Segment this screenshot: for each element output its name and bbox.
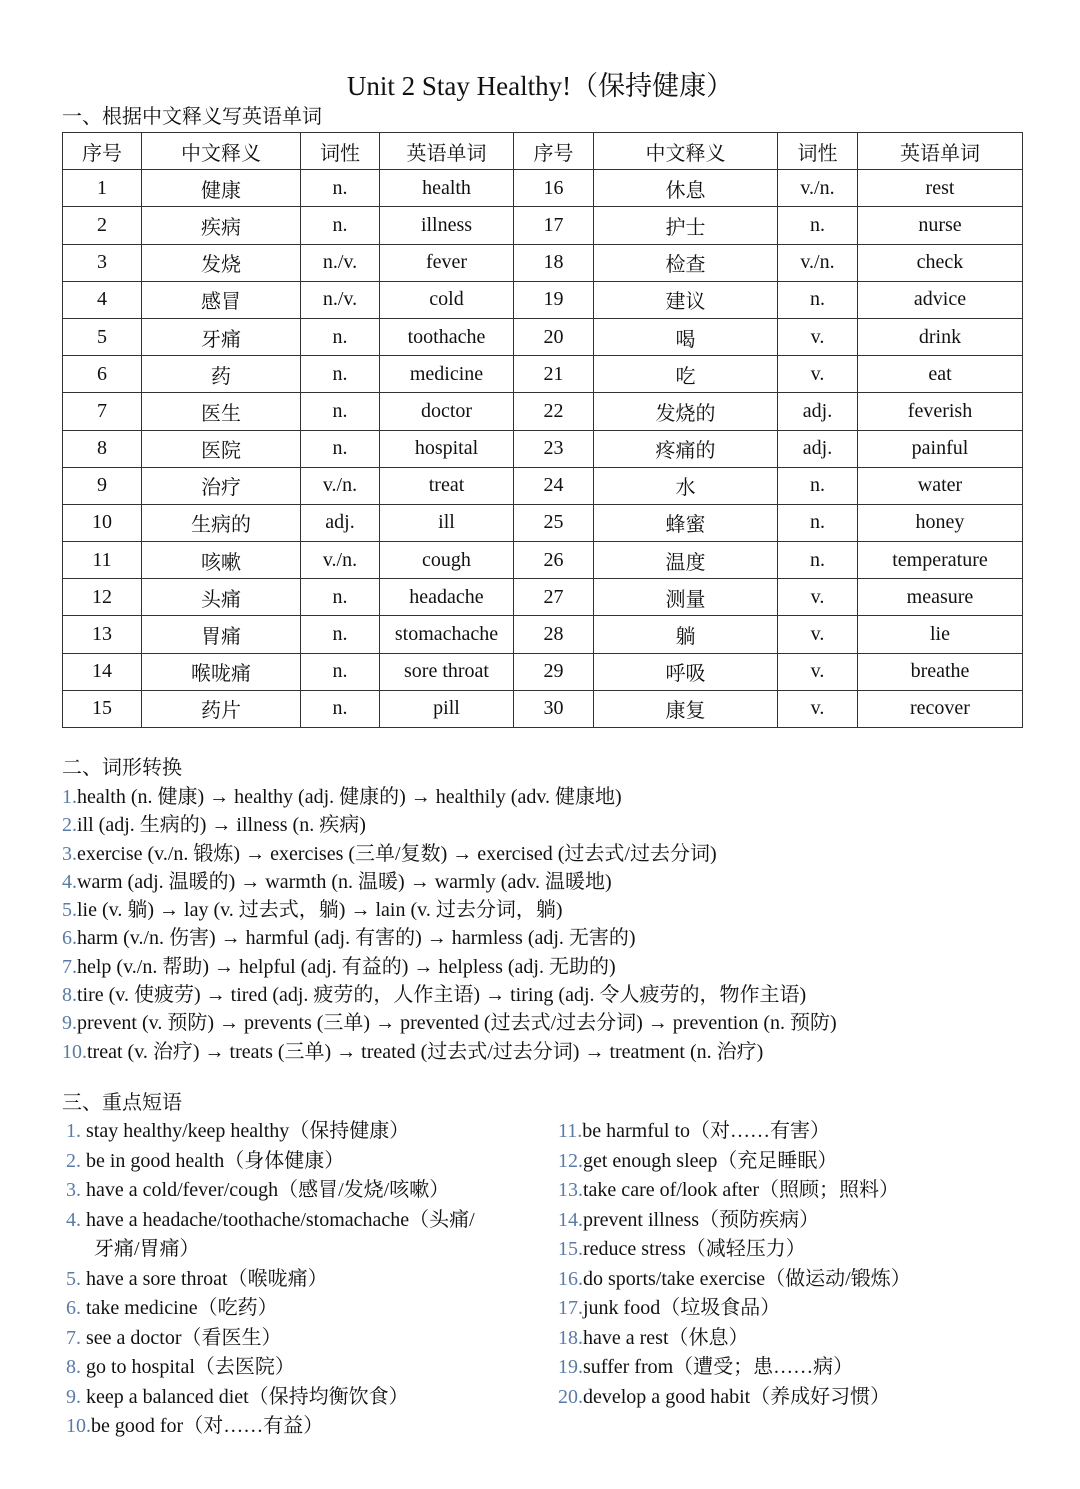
list-item (62, 868, 1052, 896)
item-number: 6. (66, 1297, 81, 1319)
cell-chinese: 治疗 (142, 467, 301, 504)
table-row (63, 430, 1023, 467)
cell-pos: n./v. (301, 281, 380, 318)
cell-chinese: 头痛 (142, 579, 301, 616)
list-item (66, 1265, 536, 1295)
cell-index: 11 (63, 542, 142, 579)
cell-chinese: 吃 (594, 356, 778, 393)
cell-index: 3 (63, 244, 142, 281)
item-text: see a doctor（看医生） (81, 1326, 282, 1349)
cell-pos: n. (301, 207, 380, 244)
cell-chinese: 躺 (594, 616, 778, 653)
cell-english: cold (380, 281, 514, 318)
list-item (62, 1009, 1052, 1037)
cell-chinese: 休息 (594, 170, 778, 207)
table-row (63, 504, 1023, 541)
item-text: exercise (v./n. 锻炼) → exercises (三单/复数) → exercised (过去式/过去分词) (77, 842, 717, 865)
cell-index: 8 (63, 430, 142, 467)
cell-index: 15 (63, 690, 142, 727)
cell-chinese: 疾病 (142, 207, 301, 244)
list-item (62, 896, 1052, 924)
item-number: 9. (66, 1385, 81, 1408)
item-number: 16. (558, 1267, 583, 1290)
cell-english: feverish (858, 393, 1023, 430)
cell-pos: n. (301, 690, 380, 727)
item-number: 5. (62, 899, 77, 922)
header-english: 英语单词 (858, 133, 1023, 170)
list-item (558, 1235, 1038, 1265)
cell-english: water (858, 467, 1023, 504)
header-index: 序号 (63, 133, 142, 170)
list-item (558, 1265, 1038, 1295)
item-number: 11. (558, 1120, 583, 1142)
cell-pos: n. (301, 430, 380, 467)
cell-pos: n. (778, 281, 858, 318)
list-item (66, 1176, 536, 1206)
item-text: develop a good habit（养成好习惯） (583, 1385, 891, 1408)
item-text: take medicine（吃药） (81, 1297, 278, 1319)
cell-pos: v. (778, 318, 858, 355)
list-item (558, 1294, 1038, 1324)
cell-pos: n. (301, 318, 380, 355)
cell-english: hospital (380, 430, 514, 467)
item-text: lie (v. 躺) → lay (v. 过去式，躺) → lain (v. 过去分词，躺) (77, 899, 563, 922)
cell-english: doctor (380, 393, 514, 430)
section-2-heading: 二、词形转换 (62, 757, 182, 779)
table-row (63, 467, 1023, 504)
table-row (63, 281, 1023, 318)
list-item (66, 1206, 536, 1236)
item-text: warm (adj. 温暖的) → warmth (n. 温暖) → warmly (adv. 温暖地) (77, 870, 612, 893)
cell-index: 1 (63, 170, 142, 207)
cell-english: toothache (380, 318, 514, 355)
item-number: 10. (66, 1415, 91, 1437)
list-item (66, 1117, 536, 1147)
cell-pos: n. (301, 393, 380, 430)
cell-pos: adj. (778, 430, 858, 467)
cell-english: health (380, 170, 514, 207)
cell-index: 28 (514, 616, 594, 653)
item-text: go to hospital（去医院） (81, 1356, 295, 1378)
item-text: have a cold/fever/cough（感冒/发烧/咳嗽） (81, 1179, 450, 1201)
table-row (63, 542, 1023, 579)
item-text: have a sore throat（喉咙痛） (81, 1267, 328, 1290)
item-number: 20. (558, 1385, 583, 1408)
cell-pos: n. (301, 579, 380, 616)
cell-index: 29 (514, 653, 594, 690)
cell-pos: n./v. (301, 244, 380, 281)
header-english: 英语单词 (380, 133, 514, 170)
cell-pos: n. (301, 653, 380, 690)
cell-english: measure (858, 579, 1023, 616)
table-row (63, 653, 1023, 690)
list-item (558, 1206, 1038, 1236)
cell-english: recover (858, 690, 1023, 727)
table-row (63, 579, 1023, 616)
cell-index: 23 (514, 430, 594, 467)
cell-index: 2 (63, 207, 142, 244)
item-number: 13. (558, 1179, 583, 1201)
cell-index: 12 (63, 579, 142, 616)
item-number: 6. (62, 927, 77, 950)
cell-pos: v./n. (301, 542, 380, 579)
table-row (63, 616, 1023, 653)
cell-english: stomachache (380, 616, 514, 653)
cell-english: headache (380, 579, 514, 616)
item-text: treat (v. 治疗) → treats (三单) → treated (过去式/过去分词) → treatment (n. 治疗) (87, 1040, 764, 1063)
list-item (558, 1117, 1038, 1147)
cell-pos: v. (778, 616, 858, 653)
cell-pos: v./n. (778, 170, 858, 207)
item-number: 9. (62, 1012, 77, 1035)
list-item (62, 1038, 1052, 1066)
cell-index: 26 (514, 542, 594, 579)
table-row (63, 207, 1023, 244)
list-item (558, 1353, 1038, 1383)
item-text: stay healthy/keep healthy（保持健康） (81, 1120, 410, 1142)
table-row (63, 170, 1023, 207)
section-1-heading: 一、根据中文释义写英语单词 (62, 106, 322, 128)
cell-pos: n. (778, 542, 858, 579)
header-chinese: 中文释义 (142, 133, 301, 170)
cell-index: 24 (514, 467, 594, 504)
cell-pos: adj. (301, 504, 380, 541)
phrase-list-left (66, 1117, 536, 1442)
cell-english: eat (858, 356, 1023, 393)
list-item (62, 953, 1052, 981)
table-row (63, 393, 1023, 430)
list-item (62, 924, 1052, 952)
cell-index: 7 (63, 393, 142, 430)
item-number: 1. (66, 1120, 81, 1142)
list-item (62, 783, 1052, 811)
item-number: 12. (558, 1149, 583, 1172)
cell-pos: v. (778, 653, 858, 690)
cell-english: lie (858, 616, 1023, 653)
item-text: suffer from（遭受；患……病） (583, 1356, 854, 1378)
page-title: Unit 2 Stay Healthy!（保持健康） (346, 71, 734, 101)
item-number: 19. (558, 1356, 583, 1378)
cell-english: rest (858, 170, 1023, 207)
cell-chinese: 生病的 (142, 504, 301, 541)
cell-index: 16 (514, 170, 594, 207)
cell-pos: n. (301, 356, 380, 393)
cell-index: 19 (514, 281, 594, 318)
cell-pos: v. (778, 356, 858, 393)
cell-chinese: 呼吸 (594, 653, 778, 690)
item-text: have a headache/toothache/stomachache（头痛/ (81, 1208, 475, 1231)
cell-chinese: 药片 (142, 690, 301, 727)
list-item (66, 1235, 536, 1265)
item-number: 3. (62, 842, 77, 865)
cell-index: 17 (514, 207, 594, 244)
cell-english: treat (380, 467, 514, 504)
item-text: reduce stress（减轻压力） (583, 1238, 806, 1260)
header-pos: 词性 (778, 133, 858, 170)
item-text: harm (v./n. 伤害) → harmful (adj. 有害的) → harmless (adj. 无害的) (77, 927, 636, 950)
cell-index: 25 (514, 504, 594, 541)
cell-chinese: 康复 (594, 690, 778, 727)
item-number: 8. (66, 1356, 81, 1378)
item-number: 1. (62, 786, 77, 808)
cell-chinese: 健康 (142, 170, 301, 207)
cell-english: drink (858, 318, 1023, 355)
cell-chinese: 牙痛 (142, 318, 301, 355)
item-number: 15. (558, 1238, 583, 1260)
cell-pos: n. (301, 170, 380, 207)
item-number: 8. (62, 984, 77, 1007)
list-item (558, 1324, 1038, 1354)
item-number: 10. (62, 1040, 87, 1063)
cell-english: honey (858, 504, 1023, 541)
cell-chinese: 测量 (594, 579, 778, 616)
cell-pos: v. (778, 690, 858, 727)
vocabulary-table (62, 132, 1023, 728)
cell-pos: n. (301, 616, 380, 653)
cell-chinese: 胃痛 (142, 616, 301, 653)
cell-pos: v./n. (301, 467, 380, 504)
cell-index: 9 (63, 467, 142, 504)
cell-chinese: 护士 (594, 207, 778, 244)
cell-chinese: 温度 (594, 542, 778, 579)
cell-index: 6 (63, 356, 142, 393)
cell-index: 4 (63, 281, 142, 318)
cell-chinese: 发烧 (142, 244, 301, 281)
table-row (63, 244, 1023, 281)
cell-chinese: 感冒 (142, 281, 301, 318)
word-form-list (62, 783, 1052, 1066)
item-number: 5. (66, 1267, 81, 1290)
cell-chinese: 喉咙痛 (142, 653, 301, 690)
item-text: ill (adj. 生病的) → illness (n. 疾病) (77, 814, 366, 837)
cell-english: temperature (858, 542, 1023, 579)
item-number: 4. (66, 1208, 81, 1231)
item-text: junk food（垃圾食品） (583, 1297, 781, 1319)
item-number: 2. (62, 814, 77, 837)
cell-english: nurse (858, 207, 1023, 244)
item-text: have a rest（休息） (583, 1326, 749, 1349)
cell-chinese: 蜂蜜 (594, 504, 778, 541)
cell-index: 22 (514, 393, 594, 430)
item-number: 4. (62, 870, 77, 893)
item-number: 18. (558, 1326, 583, 1349)
cell-index: 14 (63, 653, 142, 690)
cell-index: 21 (514, 356, 594, 393)
cell-index: 13 (63, 616, 142, 653)
cell-english: ill (380, 504, 514, 541)
list-item (62, 811, 1052, 839)
cell-english: breathe (858, 653, 1023, 690)
cell-index: 5 (63, 318, 142, 355)
list-item (66, 1324, 536, 1354)
cell-chinese: 喝 (594, 318, 778, 355)
cell-chinese: 药 (142, 356, 301, 393)
cell-chinese: 检查 (594, 244, 778, 281)
cell-index: 27 (514, 579, 594, 616)
list-item (66, 1294, 536, 1324)
cell-pos: adj. (778, 393, 858, 430)
list-item (66, 1353, 536, 1383)
cell-chinese: 水 (594, 467, 778, 504)
item-number: 2. (66, 1149, 81, 1172)
cell-pos: v. (778, 579, 858, 616)
item-number: 14. (558, 1208, 583, 1231)
cell-english: sore throat (380, 653, 514, 690)
item-text: take care of/look after（照顾；照料） (583, 1179, 900, 1201)
cell-english: painful (858, 430, 1023, 467)
cell-english: advice (858, 281, 1023, 318)
item-text: prevent (v. 预防) → prevents (三单) → prevented (过去式/过去分词) → prevention (n. 预防) (77, 1012, 837, 1035)
cell-english: cough (380, 542, 514, 579)
item-text: be harmful to（对……有害） (582, 1120, 831, 1142)
cell-chinese: 发烧的 (594, 393, 778, 430)
table-row (63, 690, 1023, 727)
table-row (63, 356, 1023, 393)
cell-index: 30 (514, 690, 594, 727)
item-number: 17. (558, 1297, 583, 1319)
list-item (558, 1176, 1038, 1206)
list-item (66, 1147, 536, 1177)
cell-chinese: 咳嗽 (142, 542, 301, 579)
section-3-heading: 三、重点短语 (62, 1092, 182, 1114)
cell-chinese: 疼痛的 (594, 430, 778, 467)
item-text: get enough sleep（充足睡眠） (583, 1149, 838, 1172)
item-text: be good for（对……有益） (91, 1415, 324, 1437)
cell-pos: n. (778, 207, 858, 244)
header-chinese: 中文释义 (594, 133, 778, 170)
list-item (62, 981, 1052, 1009)
item-number: 3. (66, 1179, 81, 1201)
cell-english: medicine (380, 356, 514, 393)
header-pos: 词性 (301, 133, 380, 170)
table-row (63, 318, 1023, 355)
item-text: tire (v. 使疲劳) → tired (adj. 疲劳的，人作主语) → tiring (adj. 令人疲劳的，物作主语) (77, 984, 807, 1007)
table-header-row (63, 133, 1023, 170)
cell-index: 20 (514, 318, 594, 355)
item-text: be in good health（身体健康） (81, 1149, 345, 1172)
list-item (558, 1147, 1038, 1177)
cell-index: 18 (514, 244, 594, 281)
item-number: 7. (62, 955, 77, 978)
header-index: 序号 (514, 133, 594, 170)
cell-english: pill (380, 690, 514, 727)
item-text: prevent illness（预防疾病） (583, 1208, 820, 1231)
cell-chinese: 医院 (142, 430, 301, 467)
item-text: 牙痛/胃痛） (94, 1238, 200, 1260)
item-text: keep a balanced diet（保持均衡饮食） (81, 1385, 409, 1408)
item-number: 7. (66, 1326, 81, 1349)
item-text: help (v./n. 帮助) → helpful (adj. 有益的) → helpless (adj. 无助的) (77, 955, 616, 978)
item-text: health (n. 健康) → healthy (adj. 健康的) → healthily (adv. 健康地) (77, 786, 622, 808)
phrase-list-right (558, 1117, 1038, 1412)
list-item (66, 1383, 536, 1413)
cell-english: check (858, 244, 1023, 281)
cell-pos: n. (778, 504, 858, 541)
list-item (558, 1383, 1038, 1413)
cell-pos: n. (778, 467, 858, 504)
cell-chinese: 建议 (594, 281, 778, 318)
cell-chinese: 医生 (142, 393, 301, 430)
list-item (62, 840, 1052, 868)
item-text: do sports/take exercise（做运动/锻炼） (583, 1267, 911, 1290)
cell-pos: v./n. (778, 244, 858, 281)
cell-english: illness (380, 207, 514, 244)
list-item (66, 1412, 536, 1442)
cell-english: fever (380, 244, 514, 281)
cell-index: 10 (63, 504, 142, 541)
